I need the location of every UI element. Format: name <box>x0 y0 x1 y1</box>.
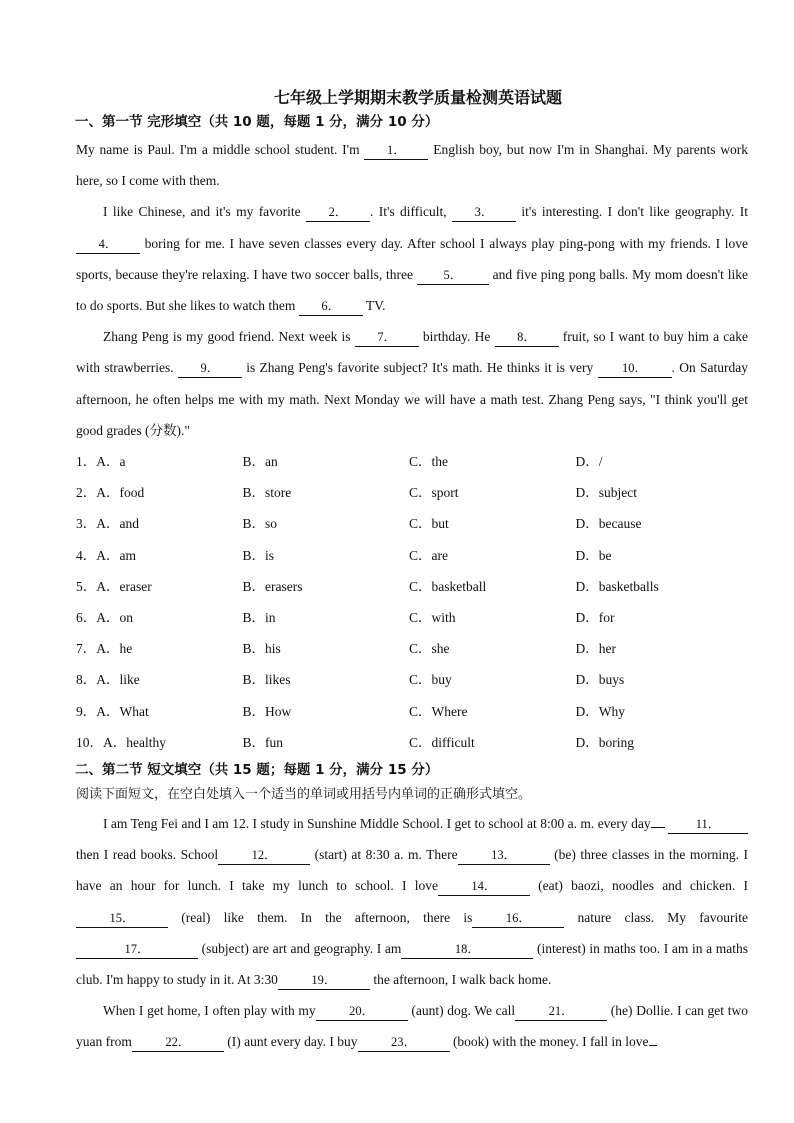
option-choice[interactable]: B．in <box>242 609 276 625</box>
option-choice[interactable]: B．an <box>242 454 278 470</box>
answer-blank[interactable]: 6． <box>299 299 363 316</box>
answer-blank[interactable]: 8． <box>495 330 559 347</box>
answer-blank[interactable]: 7． <box>355 330 419 347</box>
answer-blank[interactable]: 21． <box>515 1004 607 1021</box>
answer-blank[interactable] <box>651 811 665 828</box>
paragraph-text: English boy, but now I'm in Shanghai. My parents work here, so I come with them. <box>76 142 748 189</box>
option-choice[interactable]: B．How <box>242 703 292 719</box>
option-choice[interactable]: D．basketballs <box>575 578 659 594</box>
fill-paragraph-1 <box>76 808 748 995</box>
paragraph-text: is Zhang Peng's favorite subject? It's math. He thinks it is very <box>241 360 598 376</box>
answer-blank[interactable]: 3． <box>452 205 516 222</box>
option-choice[interactable]: 4．A．am <box>76 547 136 563</box>
option-choice[interactable]: 10．A．healthy <box>76 734 166 750</box>
paragraph-text: the afternoon, I walk back home. <box>369 971 552 987</box>
question-options-row <box>76 664 748 695</box>
paragraph-text: (book) with the money. I fall in love <box>449 1034 649 1050</box>
option-choice[interactable]: C．are <box>409 547 448 563</box>
paragraph-text: then I read books. School <box>76 847 219 863</box>
paragraph-text: (subject) are art and geography. I am <box>198 940 402 956</box>
answer-blank[interactable]: 16． <box>472 911 564 928</box>
paragraph-text: (start) at 8:30 a. m. There <box>310 847 458 863</box>
option-choice[interactable]: B．likes <box>242 672 291 688</box>
paragraph-text: (he) Dollie. I can get two yuan from <box>76 1003 748 1050</box>
answer-blank[interactable]: 12． <box>218 848 310 865</box>
paragraph-text: My name is Paul. I'm a middle school student. I'm <box>76 142 365 157</box>
option-choice[interactable]: D．be <box>575 547 612 563</box>
answer-blank[interactable]: 22． <box>132 1035 224 1052</box>
option-choice[interactable]: D．for <box>575 609 615 625</box>
option-choice[interactable]: D．buys <box>575 672 625 688</box>
answer-blank[interactable]: 5． <box>417 268 489 285</box>
question-options-row <box>76 446 748 477</box>
option-choice[interactable]: B．so <box>242 516 278 532</box>
option-choice[interactable]: B．is <box>242 547 275 563</box>
option-choice[interactable]: D．her <box>575 641 616 657</box>
paragraph-text: it's interesting. I don't like geography. It <box>516 204 748 220</box>
option-choice[interactable]: B．his <box>242 641 281 657</box>
option-choice[interactable]: C．with <box>409 609 456 625</box>
answer-options <box>76 446 748 758</box>
option-choice[interactable]: 3．A．and <box>76 516 139 532</box>
option-choice[interactable]: C．sport <box>409 485 459 501</box>
question-options-row <box>76 602 748 633</box>
answer-blank[interactable]: 15． <box>76 911 168 928</box>
paragraph-text: (interest) in maths too. I am in a maths club. I'm happy to study in it. At 3:30 <box>76 940 749 987</box>
option-choice[interactable]: C．basketball <box>409 578 487 594</box>
answer-blank[interactable] <box>649 1029 657 1046</box>
paragraph-text: (be) three classes in the morning. I have an hour for lunch. I take my lunch to school. I love <box>76 847 749 894</box>
section-2-heading: 二、第二节 短文填空（共 15 题；每题 1 分，满分 15 分） <box>75 761 439 778</box>
answer-blank[interactable]: 9． <box>178 361 242 378</box>
question-options-row <box>76 508 748 539</box>
option-choice[interactable]: 5．A．eraser <box>76 578 152 594</box>
cloze-paragraph-3 <box>76 321 748 446</box>
paragraph-text: I am Teng Fei and I am 12. I study in Sunshine Middle School. I get to school at 8:00 a. m. every day <box>103 815 651 831</box>
question-options-row <box>76 696 748 727</box>
answer-blank[interactable]: 1． <box>364 143 428 160</box>
page-title: 七年级上学期期末教学质量检测英语试题 <box>273 88 562 107</box>
answer-blank[interactable]: 23． <box>358 1035 450 1052</box>
option-choice[interactable]: C．she <box>409 641 450 657</box>
option-choice[interactable]: 6．A．on <box>76 609 133 625</box>
option-choice[interactable]: 7．A．he <box>76 641 133 657</box>
answer-blank[interactable]: 18． <box>401 942 533 959</box>
option-choice[interactable]: C．buy <box>409 672 452 688</box>
cloze-paragraph-2 <box>76 196 748 321</box>
paragraph-text: fruit, so I want to buy him a cake with strawberries. <box>76 329 748 376</box>
option-choice[interactable]: C．but <box>409 516 449 532</box>
answer-blank[interactable]: 17． <box>76 942 198 959</box>
option-choice[interactable]: 8．A．like <box>76 672 140 688</box>
exam-page <box>76 86 748 1058</box>
question-options-row <box>76 633 748 664</box>
question-options-row <box>76 727 748 758</box>
answer-blank[interactable]: 10． <box>598 361 672 378</box>
paragraph-text: and five ping pong balls. My mom doesn't like to do sports. But she likes to watch them <box>76 266 748 314</box>
answer-blank[interactable]: 11． <box>668 817 748 834</box>
answer-blank[interactable]: 4． <box>76 237 140 254</box>
option-choice[interactable]: 1．A．a <box>76 454 126 470</box>
option-choice[interactable]: C．the <box>409 454 448 470</box>
paragraph-text: (I) aunt every day. I buy <box>223 1034 358 1050</box>
paragraph-text: birthday. He <box>418 329 495 345</box>
paragraph-text: Zhang Peng is my good friend. Next week is <box>103 329 355 345</box>
answer-blank[interactable]: 14． <box>438 879 530 896</box>
option-choice[interactable]: C．difficult <box>409 734 475 750</box>
answer-blank[interactable]: 13． <box>458 848 550 865</box>
answer-blank[interactable]: 20． <box>316 1004 408 1021</box>
paragraph-text: nature class. My favourite <box>564 909 748 925</box>
option-choice[interactable]: D．subject <box>575 485 637 501</box>
paragraph-text: TV. <box>362 298 386 314</box>
option-choice[interactable]: 9．A．What <box>76 703 149 719</box>
question-options-row <box>76 540 748 571</box>
section-1-heading: 一、第一节 完形填空（共 10 题，每题 1 分，满分 10 分） <box>75 114 439 130</box>
paragraph-text: . It's difficult, <box>370 204 453 220</box>
question-options-row <box>76 477 748 508</box>
paragraph-text: I like Chinese, and it's my favorite <box>103 204 307 220</box>
option-choice[interactable]: D．because <box>575 516 642 532</box>
answer-blank[interactable]: 19． <box>278 973 370 990</box>
paragraph-text: . On Saturday afternoon, he often helps me with my math. Next Monday we will have a math test. Zhang Peng says, "I think you'll get good grades (分数)." <box>76 360 748 438</box>
cloze-paragraph-1 <box>76 134 748 196</box>
option-choice[interactable]: 2．A．food <box>76 485 145 501</box>
paragraph-text: (aunt) dog. We call <box>407 1003 516 1019</box>
option-choice[interactable]: D．/ <box>575 454 603 470</box>
answer-blank[interactable]: 2． <box>306 205 370 222</box>
question-options-row <box>76 571 748 602</box>
option-choice[interactable]: D．Why <box>575 703 625 719</box>
paragraph-text: (eat) baozi, noodles and chicken. I <box>529 878 748 894</box>
section-2-instruction: 阅读下面短文，在空白处填入一个适当的单词或用括号内单词的正确形式填空。 <box>76 786 532 802</box>
fill-paragraph-2 <box>76 995 748 1057</box>
option-choice[interactable]: B．fun <box>242 734 283 750</box>
paragraph-text: boring for me. I have seven classes every day. After school I always play ping-pong with my friends. I love sports, because they're relaxing. I have two soccer balls, three <box>76 235 748 282</box>
option-choice[interactable]: B．erasers <box>242 578 303 594</box>
paragraph-text: When I get home, I often play with my <box>103 1003 316 1019</box>
paragraph-text: (real) like them. In the afternoon, there is <box>168 909 473 925</box>
option-choice[interactable]: C．Where <box>409 703 468 719</box>
option-choice[interactable]: B．store <box>242 485 292 501</box>
option-choice[interactable]: D．boring <box>575 734 634 750</box>
